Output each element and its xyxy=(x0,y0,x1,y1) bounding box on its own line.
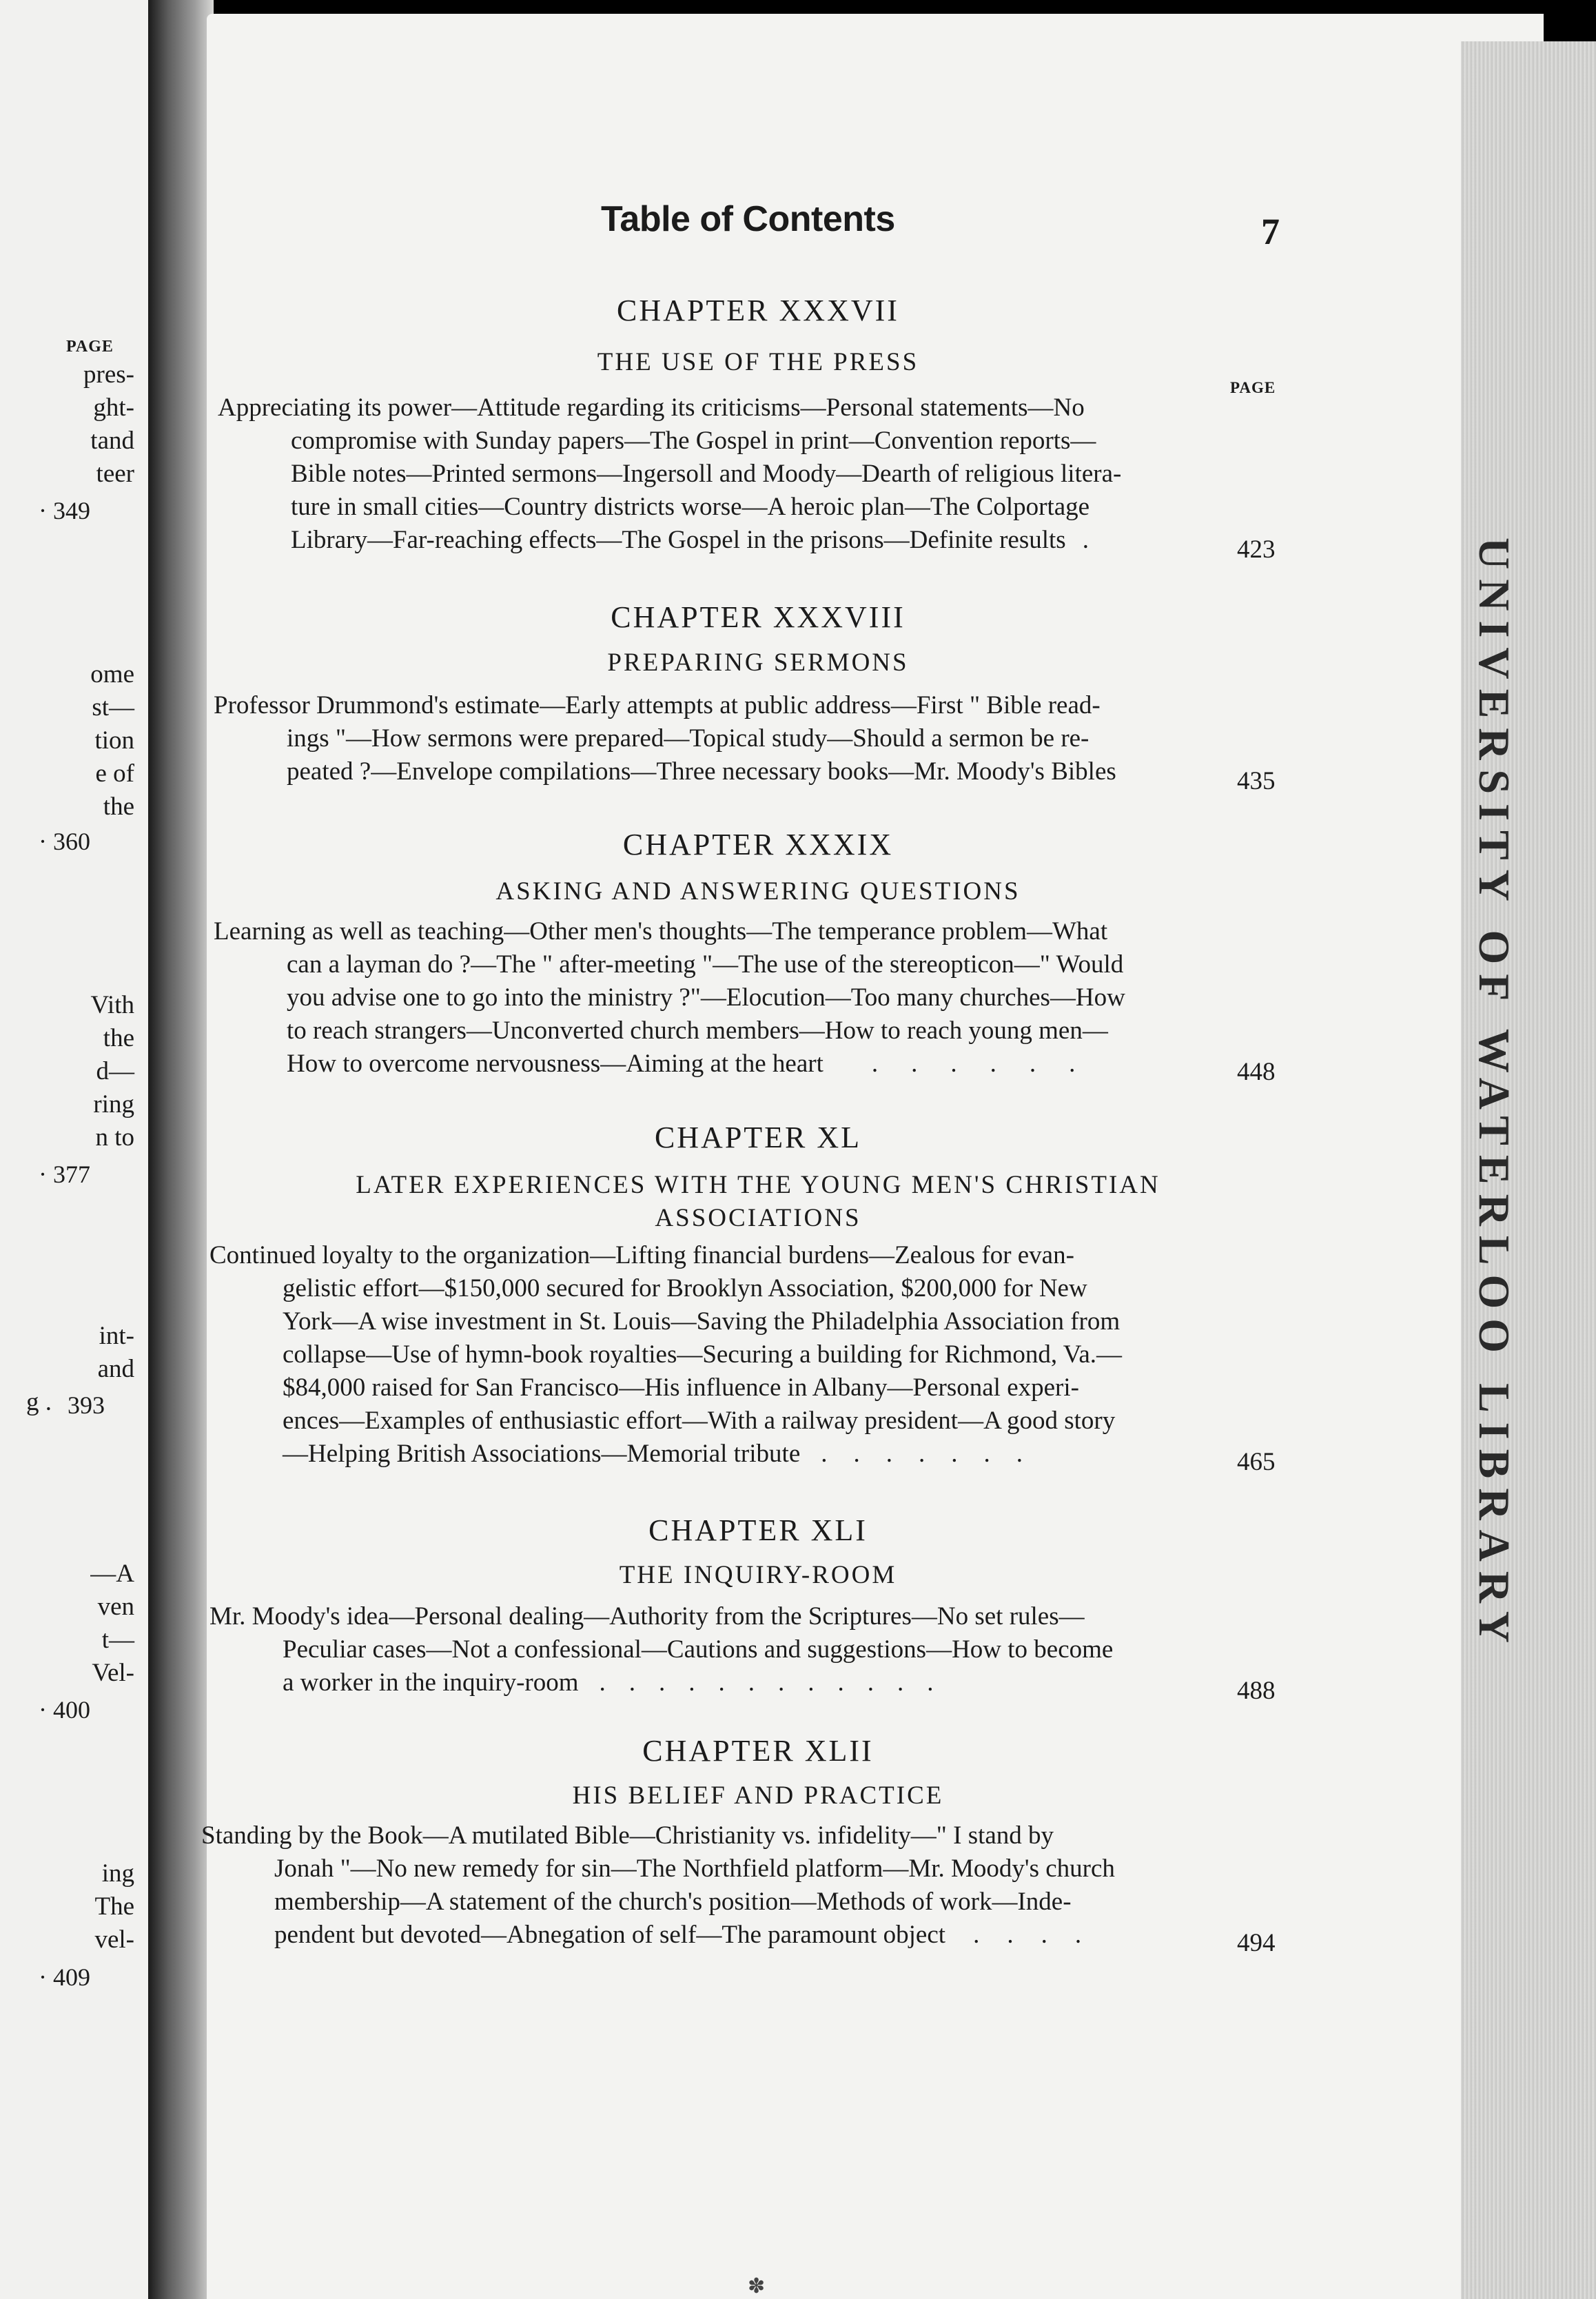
previous-page-fragment: The xyxy=(94,1892,134,1921)
summary-line: Standing by the Book—A mutilated Bible—Christianity vs. infidelity—" I stand by xyxy=(201,1821,1054,1850)
previous-page-fragment: ven xyxy=(97,1593,134,1621)
previous-page-fragment: pres- xyxy=(83,360,134,389)
dot-leader: ....... xyxy=(821,1440,1049,1468)
previous-page-number: 393 xyxy=(68,1391,105,1419)
summary-line: can a layman do ?—The " after-meeting "—The use of the stereopticon—" Would xyxy=(287,950,1124,979)
summary-line: a worker in the inquiry-room ............ xyxy=(283,1668,957,1697)
previous-page-number: · 409 xyxy=(39,1963,90,1991)
previous-page-fragment: tand xyxy=(90,427,134,455)
chapter-title: THE INQUIRY-ROOM xyxy=(619,1561,897,1589)
chapter-page-ref: 448 xyxy=(1237,1058,1276,1086)
previous-page-fragment: ome xyxy=(90,660,134,688)
previous-page-fragment: t— xyxy=(101,1626,134,1654)
dot-leader: ............ xyxy=(599,1668,957,1697)
summary-line: Mr. Moody's idea—Personal dealing—Authority from the Scriptures—No set rules— xyxy=(209,1602,1085,1631)
chapter-page-ref: 423 xyxy=(1237,535,1276,564)
chapter-summary xyxy=(214,915,1125,1081)
previous-page-fragment: the xyxy=(103,1024,134,1052)
summary-line: $84,000 raised for San Francisco—His influence in Albany—Personal experi- xyxy=(283,1373,1079,1402)
previous-page-fragment: ght- xyxy=(93,394,134,422)
chapter-summary xyxy=(218,391,1121,557)
chapter-number: CHAPTER XXXIX xyxy=(622,828,894,861)
page-column-label: PAGE xyxy=(1230,379,1276,396)
chapter-number: CHAPTER XLII xyxy=(642,1734,874,1768)
chapter-summary xyxy=(201,1819,1115,1952)
summary-line: gelistic effort—$150,000 secured for Brooklyn Association, $200,000 for New xyxy=(283,1274,1087,1302)
dot-leader: . xyxy=(1082,526,1108,554)
previous-page-number: · 360 xyxy=(39,828,90,855)
summary-line: ings "—How sermons were prepared—Topical study—Should a sermon be re- xyxy=(287,724,1089,753)
previous-page-fragment: g . xyxy=(26,1388,52,1416)
summary-line: How to overcome nervousness—Aiming at the heart ...... xyxy=(287,1050,1109,1078)
chapter-summary xyxy=(209,1239,1122,1471)
previous-page-fragment: ring xyxy=(93,1090,134,1118)
library-stamp: UNIVERSITY OF WATERLOO LIBRARY xyxy=(1470,538,1519,1653)
chapter-page-ref: 435 xyxy=(1237,767,1276,795)
chapter-number: CHAPTER XLI xyxy=(648,1513,868,1547)
summary-line: peated ?—Envelope compilations—Three necessary books—Mr. Moody's Bibles xyxy=(287,757,1116,786)
summary-line: Learning as well as teaching—Other men's thoughts—The temperance problem—What xyxy=(214,917,1108,946)
summary-line: York—A wise investment in St. Louis—Saving the Philadelphia Association from xyxy=(283,1307,1121,1336)
summary-line: Continued loyalty to the organization—Lifting financial burdens—Zealous for evan- xyxy=(209,1241,1074,1269)
running-head: Table of Contents xyxy=(601,199,895,239)
chapter-number: CHAPTER XL xyxy=(654,1121,862,1154)
previous-page-fragment: ing xyxy=(101,1859,134,1888)
dot-leader: .... xyxy=(973,1921,1109,1949)
chapter-title: ASKING AND ANSWERING QUESTIONS xyxy=(495,877,1021,906)
chapter-number: CHAPTER XXXVIII xyxy=(611,600,906,634)
chapter-summary xyxy=(209,1600,1113,1699)
page-number: 7 xyxy=(1261,211,1280,252)
summary-line: Jonah "—No new remedy for sin—The Northfield platform—Mr. Moody's church xyxy=(274,1854,1115,1883)
summary-line: ences—Examples of enthusiastic effort—With a railway president—A good story xyxy=(283,1407,1116,1435)
summary-line: Professor Drummond's estimate—Early attempts at public address—First " Bible read- xyxy=(214,691,1101,719)
previous-page-fragment: —A xyxy=(90,1560,134,1588)
summary-line: compromise with Sunday papers—The Gospel in print—Convention reports— xyxy=(291,427,1096,455)
summary-line: ture in small cities—Country districts worse—A heroic plan—The Colportage xyxy=(291,493,1090,521)
previous-page-fragment: teer xyxy=(96,460,134,488)
dot-leader: ...... xyxy=(871,1050,1109,1078)
previous-page-fragment: vel- xyxy=(94,1925,134,1954)
previous-page-fragment: tion xyxy=(94,726,134,755)
previous-page-fragment: d— xyxy=(96,1057,134,1085)
previous-page-page-label: PAGE xyxy=(66,338,114,356)
previous-page-fragment: and xyxy=(97,1355,134,1383)
summary-line: pendent but devoted—Abnegation of self—The paramount object .... xyxy=(274,1921,1109,1949)
previous-page-number: · 349 xyxy=(39,497,90,524)
summary-line: Appreciating its power—Attitude regarding its criticisms—Personal statements—No xyxy=(218,394,1085,422)
summary-line: you advise one to go into the ministry ?"—Elocution—Too many churches—How xyxy=(287,983,1125,1012)
previous-page xyxy=(0,0,148,2299)
previous-page-number: · 377 xyxy=(39,1161,90,1188)
previous-page-fragment: Vith xyxy=(90,991,134,1019)
previous-page-fragment: st— xyxy=(92,693,134,722)
chapter-page-ref: 494 xyxy=(1237,1929,1276,1957)
summary-line: —Helping British Associations—Memorial tribute ....... xyxy=(283,1440,1049,1468)
summary-line: Bible notes—Printed sermons—Ingersoll and Moody—Dearth of religious litera- xyxy=(291,460,1122,488)
chapter-title: PREPARING SERMONS xyxy=(607,648,909,677)
chapter-title: HIS BELIEF AND PRACTICE xyxy=(572,1781,944,1810)
chapter-summary xyxy=(214,689,1116,788)
chapter-title: LATER EXPERIENCES WITH THE YOUNG MEN'S CHRISTIAN ASSOCIATIONS xyxy=(356,1171,1160,1232)
previous-page-fragment: int- xyxy=(99,1322,134,1350)
chapter-title: THE USE OF THE PRESS xyxy=(597,348,919,376)
previous-page-fragment: the xyxy=(103,793,134,821)
previous-page-fragment: e of xyxy=(95,759,134,788)
summary-line: membership—A statement of the church's position—Methods of work—Inde- xyxy=(274,1888,1072,1916)
summary-line: collapse—Use of hymn-book royalties—Securing a building for Richmond, Va.— xyxy=(283,1340,1123,1369)
summary-line: Peculiar cases—Not a confessional—Cautions and suggestions—How to become xyxy=(283,1635,1114,1664)
summary-line: Library—Far-reaching effects—The Gospel in the prisons—Definite results . xyxy=(291,526,1108,554)
ornament-icon: ✽ xyxy=(748,2275,766,2298)
chapter-page-ref: 488 xyxy=(1237,1677,1276,1705)
previous-page-fragment: Vel- xyxy=(92,1659,134,1687)
previous-page-number: · 400 xyxy=(39,1696,90,1724)
chapter-page-ref: 465 xyxy=(1237,1448,1276,1476)
chapter-number: CHAPTER XXXVII xyxy=(617,294,899,327)
previous-page-fragment: n to xyxy=(95,1123,134,1152)
summary-line: to reach strangers—Unconverted church members—How to reach young men— xyxy=(287,1016,1108,1045)
book-gutter xyxy=(148,0,214,2299)
